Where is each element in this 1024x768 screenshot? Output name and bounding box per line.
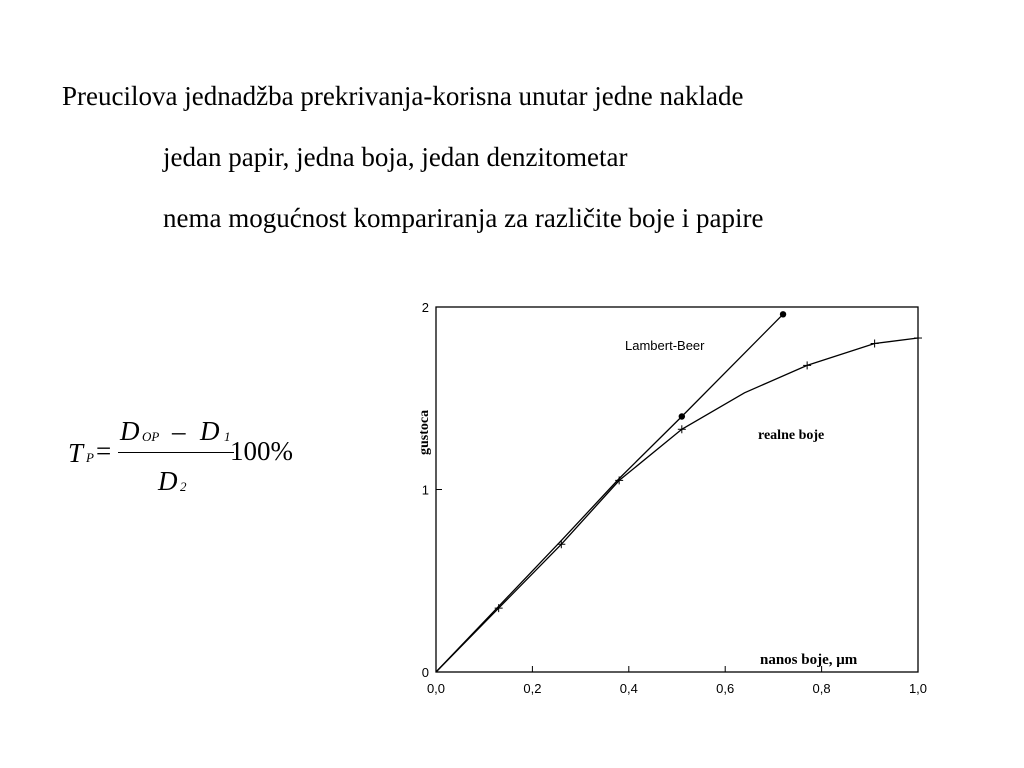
point-lambert-beer (780, 311, 786, 317)
y-tick-label: 2 (421, 300, 429, 315)
formula-lhs-sub: P (86, 450, 94, 465)
x-tick-label: 0,4 (619, 681, 638, 696)
slide-title: Preucilova jednadžba prekrivanja-korisna unutar jedne naklade (62, 81, 744, 111)
plot-frame (436, 307, 918, 672)
y-tick-label: 1 (421, 482, 429, 498)
chart-series (436, 311, 922, 672)
formula-equals: = (96, 436, 112, 466)
formula-lhs: T (68, 438, 84, 468)
point-realne-boje (871, 340, 879, 348)
formula-num-b: D (200, 416, 220, 446)
fraction-bar (118, 452, 234, 453)
point-realne-boje (914, 334, 922, 342)
series-label-realne-boje: realne boje (758, 428, 825, 443)
x-tick-label: 0,0 (426, 681, 446, 696)
formula-den-sub: 2 (180, 479, 187, 494)
chart-ticks (422, 300, 927, 696)
formula-num-a: D (120, 416, 140, 446)
x-tick-label: 1,0 (908, 681, 928, 696)
formula-minus: – (172, 416, 186, 446)
y-tick-label: 0 (421, 665, 429, 680)
x-tick-label: 0,8 (812, 681, 831, 696)
preucil-formula (66, 418, 316, 498)
point-lambert-beer (679, 413, 685, 419)
x-tick-label: 0,2 (523, 681, 542, 696)
x-axis-label: nanos boje, μm (760, 652, 858, 668)
series-line-realne-boje (436, 338, 918, 672)
density-chart (400, 295, 940, 715)
formula-num-b-sub: 1 (224, 429, 231, 444)
chart-axes (436, 307, 918, 672)
formula-factor: 100% (230, 436, 293, 466)
formula-den: D (158, 466, 178, 496)
series-label-lambert-beer: Lambert-Beer (625, 338, 705, 353)
y-axis-label: gustoca (417, 409, 432, 455)
formula-num-a-sub: OP (142, 429, 160, 444)
bullet-line-1: jedan papir, jedna boja, jedan denzitometar (163, 142, 628, 172)
bullet-line-2: nema mogućnost kompariranja za različite boje i papire (163, 203, 764, 233)
x-tick-label: 0,6 (716, 681, 735, 696)
point-realne-boje (803, 361, 811, 369)
